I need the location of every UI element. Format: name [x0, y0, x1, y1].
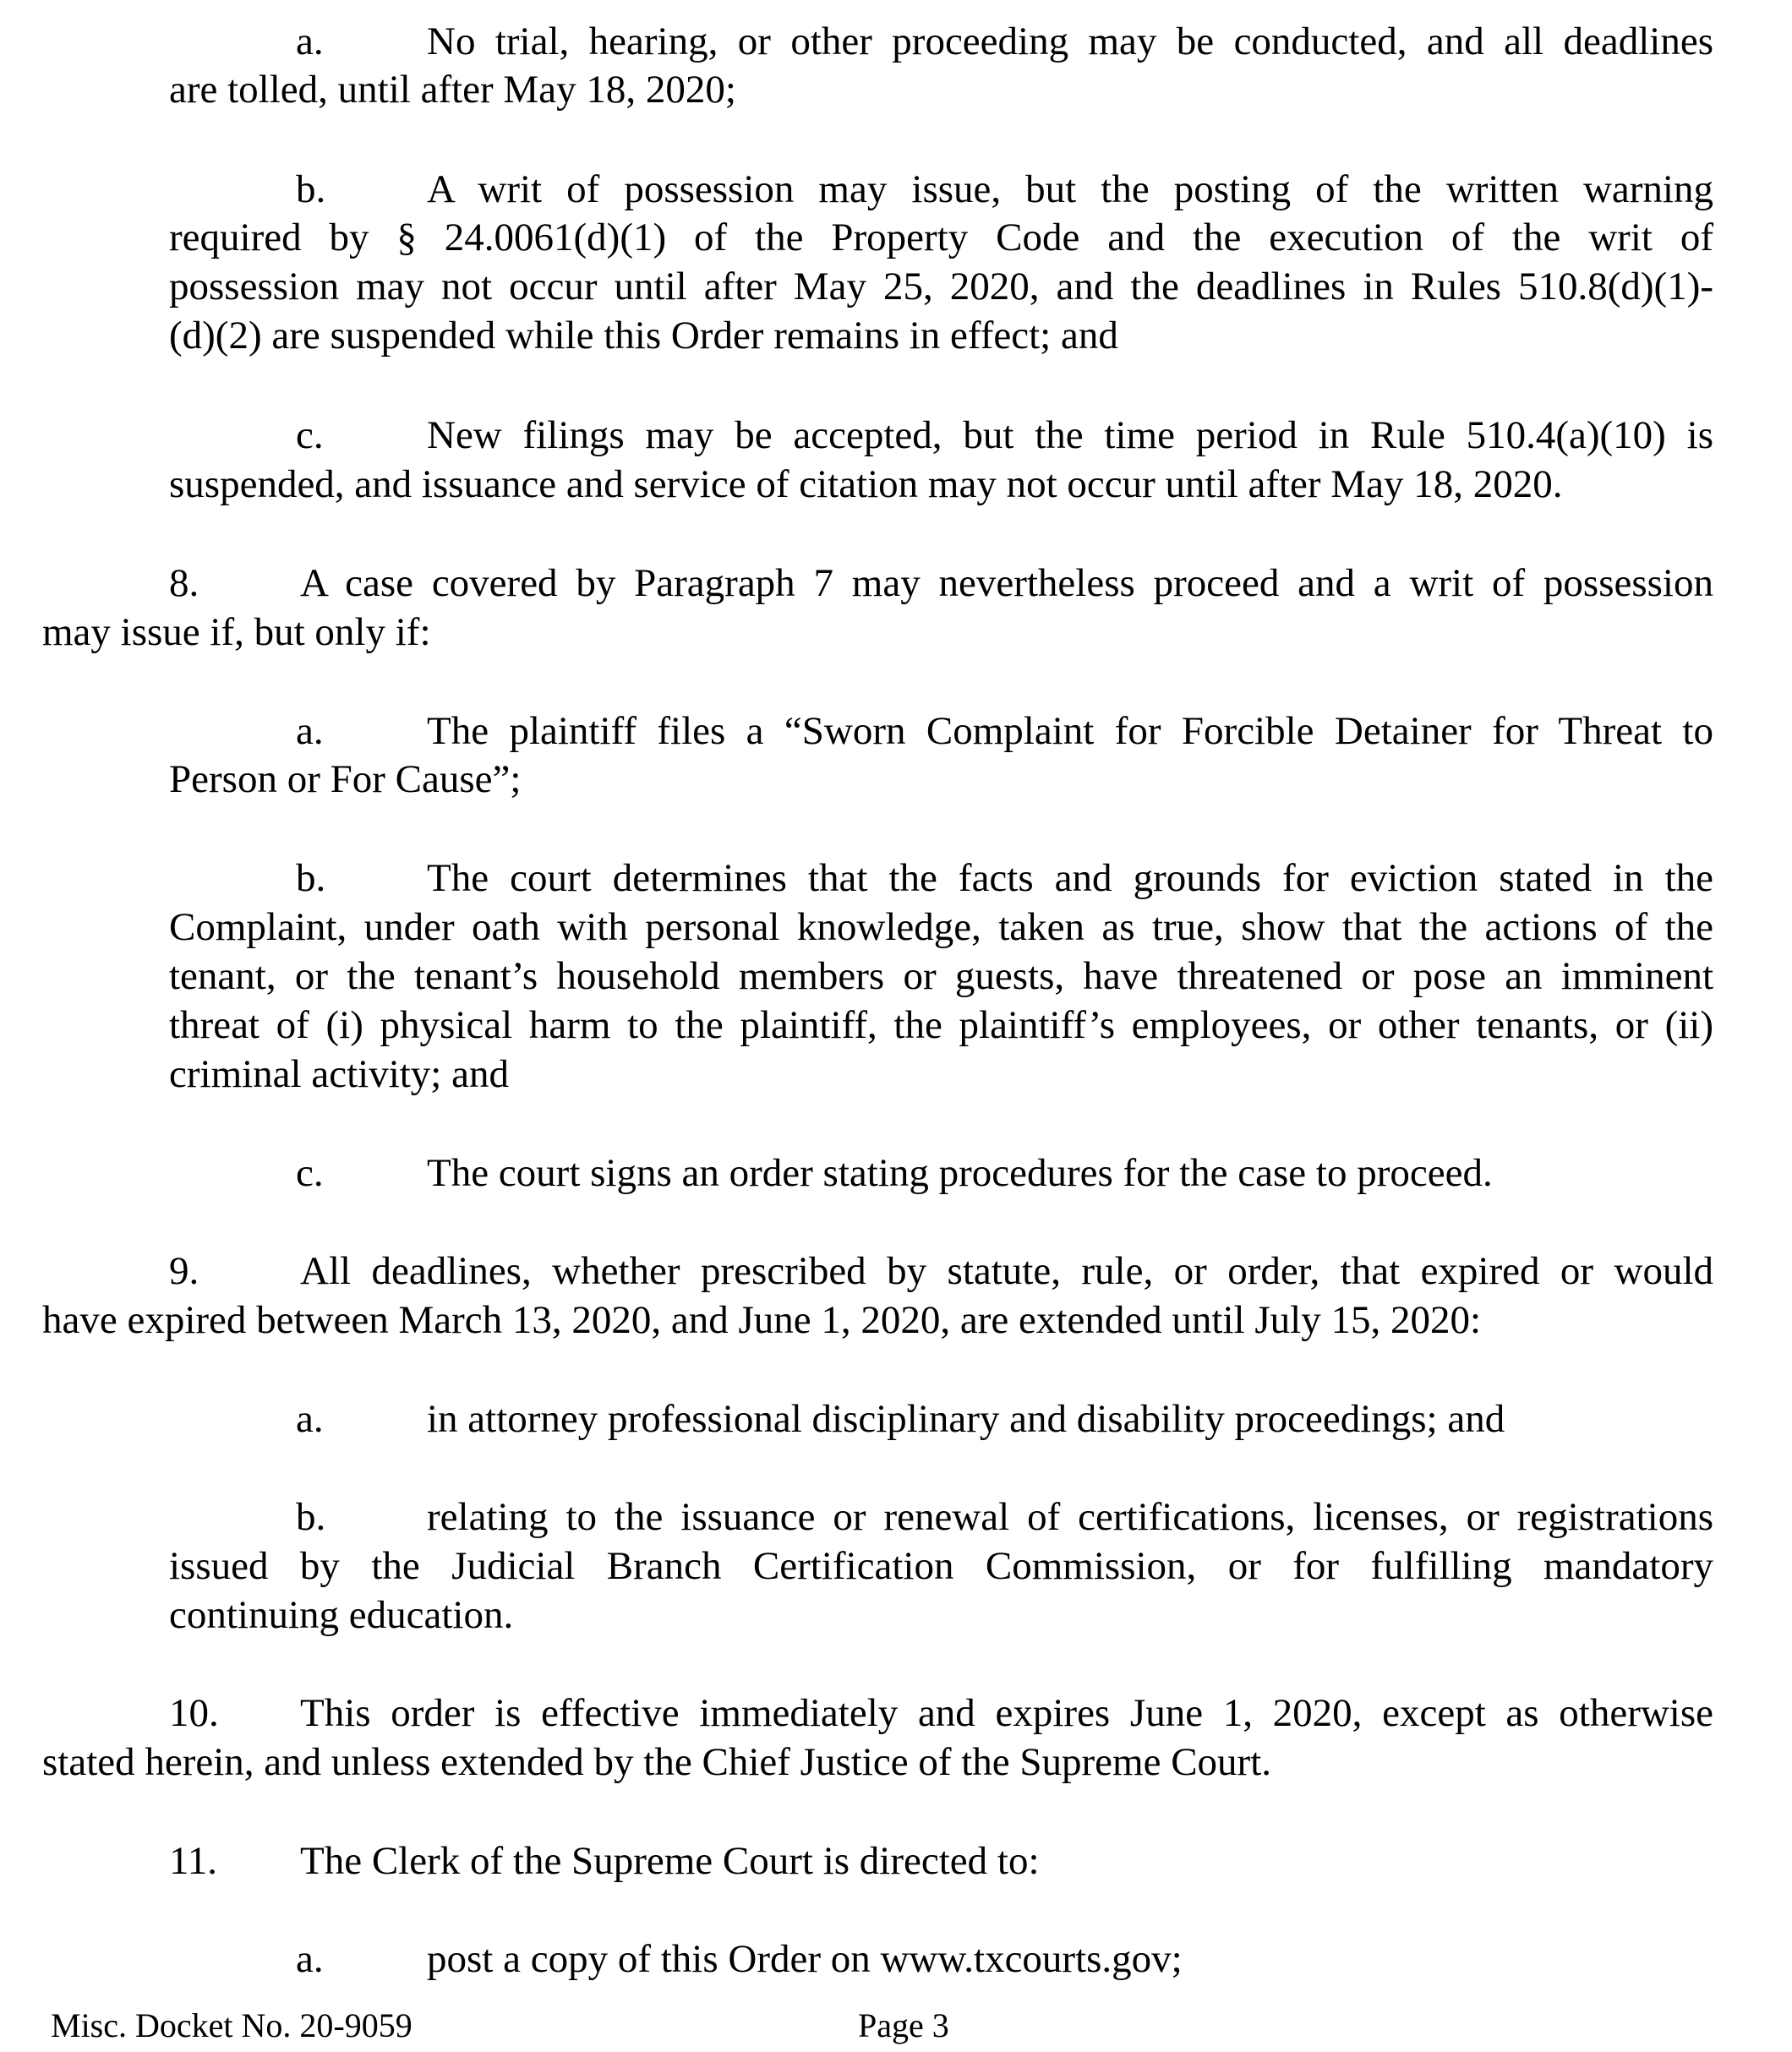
paragraph-11a-marker: a. — [296, 1937, 324, 1981]
paragraph-9b-line: issued by the Judicial Branch Certification Commission, or for fulfilling mandatory — [169, 1544, 1713, 1588]
paragraph-9-line: All deadlines, whether prescribed by statute, rule, or order, that expired or would — [300, 1249, 1713, 1293]
paragraph-7a-line: No trial, hearing, or other proceeding may be conducted, and all deadlines — [427, 19, 1713, 63]
paragraph-7a-marker: a. — [296, 19, 324, 63]
paragraph-7c-line: New filings may be accepted, but the time period in Rule 510.4(a)(10) is — [427, 413, 1713, 457]
paragraph-8a-line: Person or For Cause”; — [169, 757, 522, 801]
paragraph-9a-line: in attorney professional disciplinary and disability proceedings; and — [427, 1397, 1505, 1441]
paragraph-8b-line: threat of (i) physical harm to the plaintiff, the plaintiff’s employees, or other tenants, or (ii) — [169, 1003, 1713, 1047]
paragraph-9-line: have expired between March 13, 2020, and June 1, 2020, are extended until July 15, 2020: — [42, 1298, 1482, 1342]
paragraph-11-marker: 11. — [169, 1839, 218, 1883]
paragraph-11a-line: post a copy of this Order on www.txcourts.gov; — [427, 1937, 1183, 1981]
page-number: Page 3 — [858, 2006, 949, 2044]
paragraph-7b-marker: b. — [296, 167, 326, 211]
paragraph-8b-line: tenant, or the tenant’s household members or guests, have threatened or pose an imminent — [169, 954, 1713, 998]
paragraph-7c-marker: c. — [296, 413, 324, 457]
paragraph-9b-marker: b. — [296, 1495, 326, 1539]
paragraph-8-marker: 8. — [169, 561, 199, 605]
paragraph-7b-line: (d)(2) are suspended while this Order remains in effect; and — [169, 314, 1118, 357]
paragraph-8-line: A case covered by Paragraph 7 may nevertheless proceed and a writ of possession — [300, 561, 1713, 605]
paragraph-7b-line: A writ of possession may issue, but the posting of the written warning — [427, 167, 1713, 211]
paragraph-7b-line: required by § 24.0061(d)(1) of the Property Code and the execution of the writ of — [169, 216, 1713, 259]
paragraph-7b-line: possession may not occur until after May 25, 2020, and the deadlines in Rules 510.8(d)(1)- — [169, 265, 1713, 308]
paragraph-8b-line: Complaint, under oath with personal knowledge, taken as true, show that the actions of the — [169, 905, 1713, 949]
paragraph-10-line: stated herein, and unless extended by the Chief Justice of the Supreme Court. — [42, 1740, 1272, 1784]
paragraph-9a-marker: a. — [296, 1397, 324, 1441]
paragraph-8-line: may issue if, but only if: — [42, 610, 431, 654]
paragraph-8c-marker: c. — [296, 1151, 324, 1195]
paragraph-8a-marker: a. — [296, 709, 324, 753]
paragraph-7c-line: suspended, and issuance and service of citation may not occur until after May 18, 2020. — [169, 462, 1563, 506]
paragraph-9-marker: 9. — [169, 1249, 199, 1293]
paragraph-11-line: The Clerk of the Supreme Court is directed to: — [300, 1839, 1040, 1883]
paragraph-7a-line: are tolled, until after May 18, 2020; — [169, 68, 736, 112]
paragraph-8b-marker: b. — [296, 856, 326, 900]
paragraph-10-marker: 10. — [169, 1691, 219, 1735]
paragraph-10-line: This order is effective immediately and expires June 1, 2020, except as otherwise — [300, 1691, 1713, 1735]
paragraph-9b-line: relating to the issuance or renewal of certifications, licenses, or registrations — [427, 1495, 1713, 1539]
paragraph-8c-line: The court signs an order stating procedures for the case to proceed. — [427, 1151, 1493, 1195]
paragraph-8a-line: The plaintiff files a “Sworn Complaint for Forcible Detainer for Threat to — [427, 709, 1713, 753]
paragraph-8b-line: The court determines that the facts and grounds for eviction stated in the — [427, 856, 1713, 900]
docket-number: Misc. Docket No. 20-9059 — [51, 2006, 412, 2044]
paragraph-9b-line: continuing education. — [169, 1593, 514, 1637]
paragraph-8b-line: criminal activity; and — [169, 1052, 509, 1096]
